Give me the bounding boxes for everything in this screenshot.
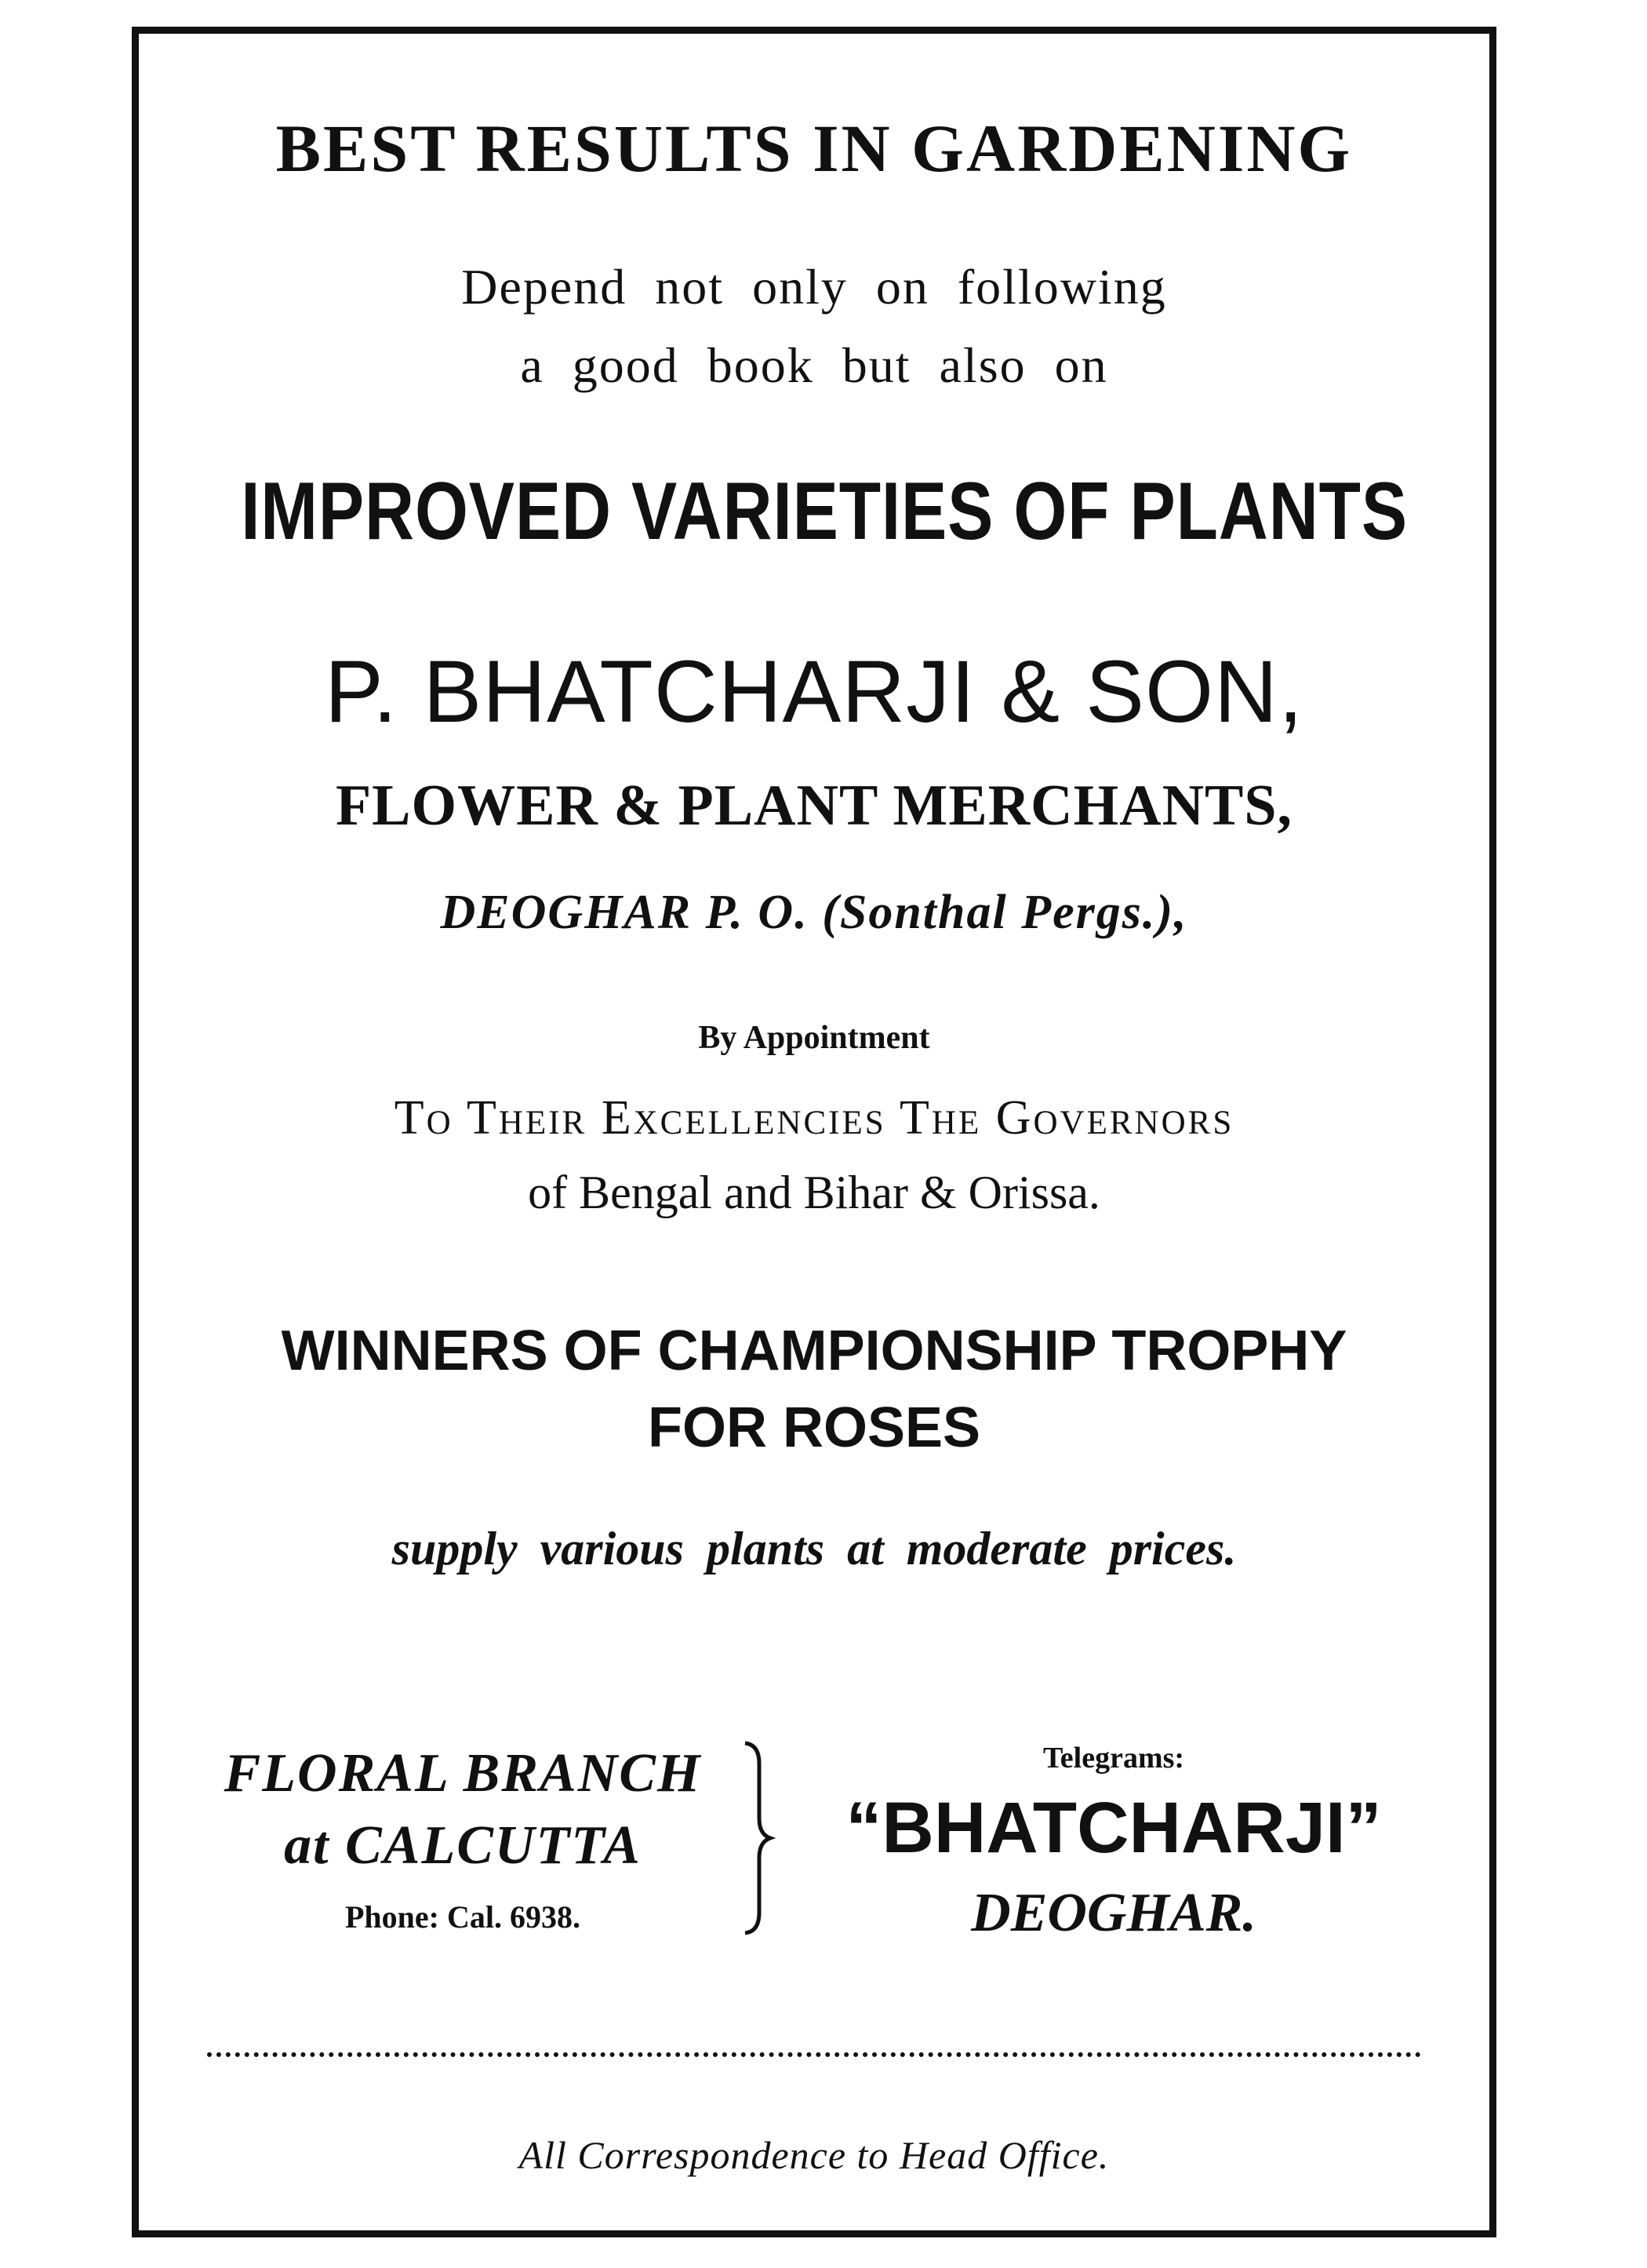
curly-brace-divider [737,1740,776,1936]
intro-line-2: a good book but also on [520,337,1108,393]
telegram-address-place: DEOGHAR. [971,1883,1256,1943]
branch-phone: Phone: Cal. 6938. [345,1899,580,1935]
telegrams-label: Telegrams: [1042,1742,1185,1775]
supply-line: supply various plants at moderate prices. [391,1523,1237,1574]
regions-line: of Bengal and Bihar & Orissa. [528,1167,1100,1218]
branch-line-1: FLORAL BRANCH [224,1743,702,1804]
headline: BEST RESULTS IN GARDENING [275,111,1353,186]
appointment-label: By Appointment [698,1020,930,1056]
trade-description: FLOWER & PLANT MERCHANTS, [335,774,1293,838]
winners-line-1: WINNERS OF CHAMPIONSHIP TROPHY [281,1320,1347,1382]
winners-line-2: FOR ROSES [647,1396,981,1459]
intro-line-1: Depend not only on following [461,259,1167,315]
dotted-divider [207,2052,1421,2057]
telegram-address-name: “BHATCHARJI” [845,1788,1382,1868]
improved-varieties-heading: IMPROVED VARIETIES OF PLANTS [241,466,1408,557]
firm-name: P. BHATCHARJI & SON, [324,643,1304,741]
branch-line-2: at CALCUTTA [284,1815,642,1876]
footer-note: All Correspondence to Head Office. [518,2133,1110,2177]
postal-address: DEOGHAR P. O. (Sonthal Pergs.), [440,886,1188,939]
governors-line: To Their Excellencies The Governors [394,1091,1234,1145]
